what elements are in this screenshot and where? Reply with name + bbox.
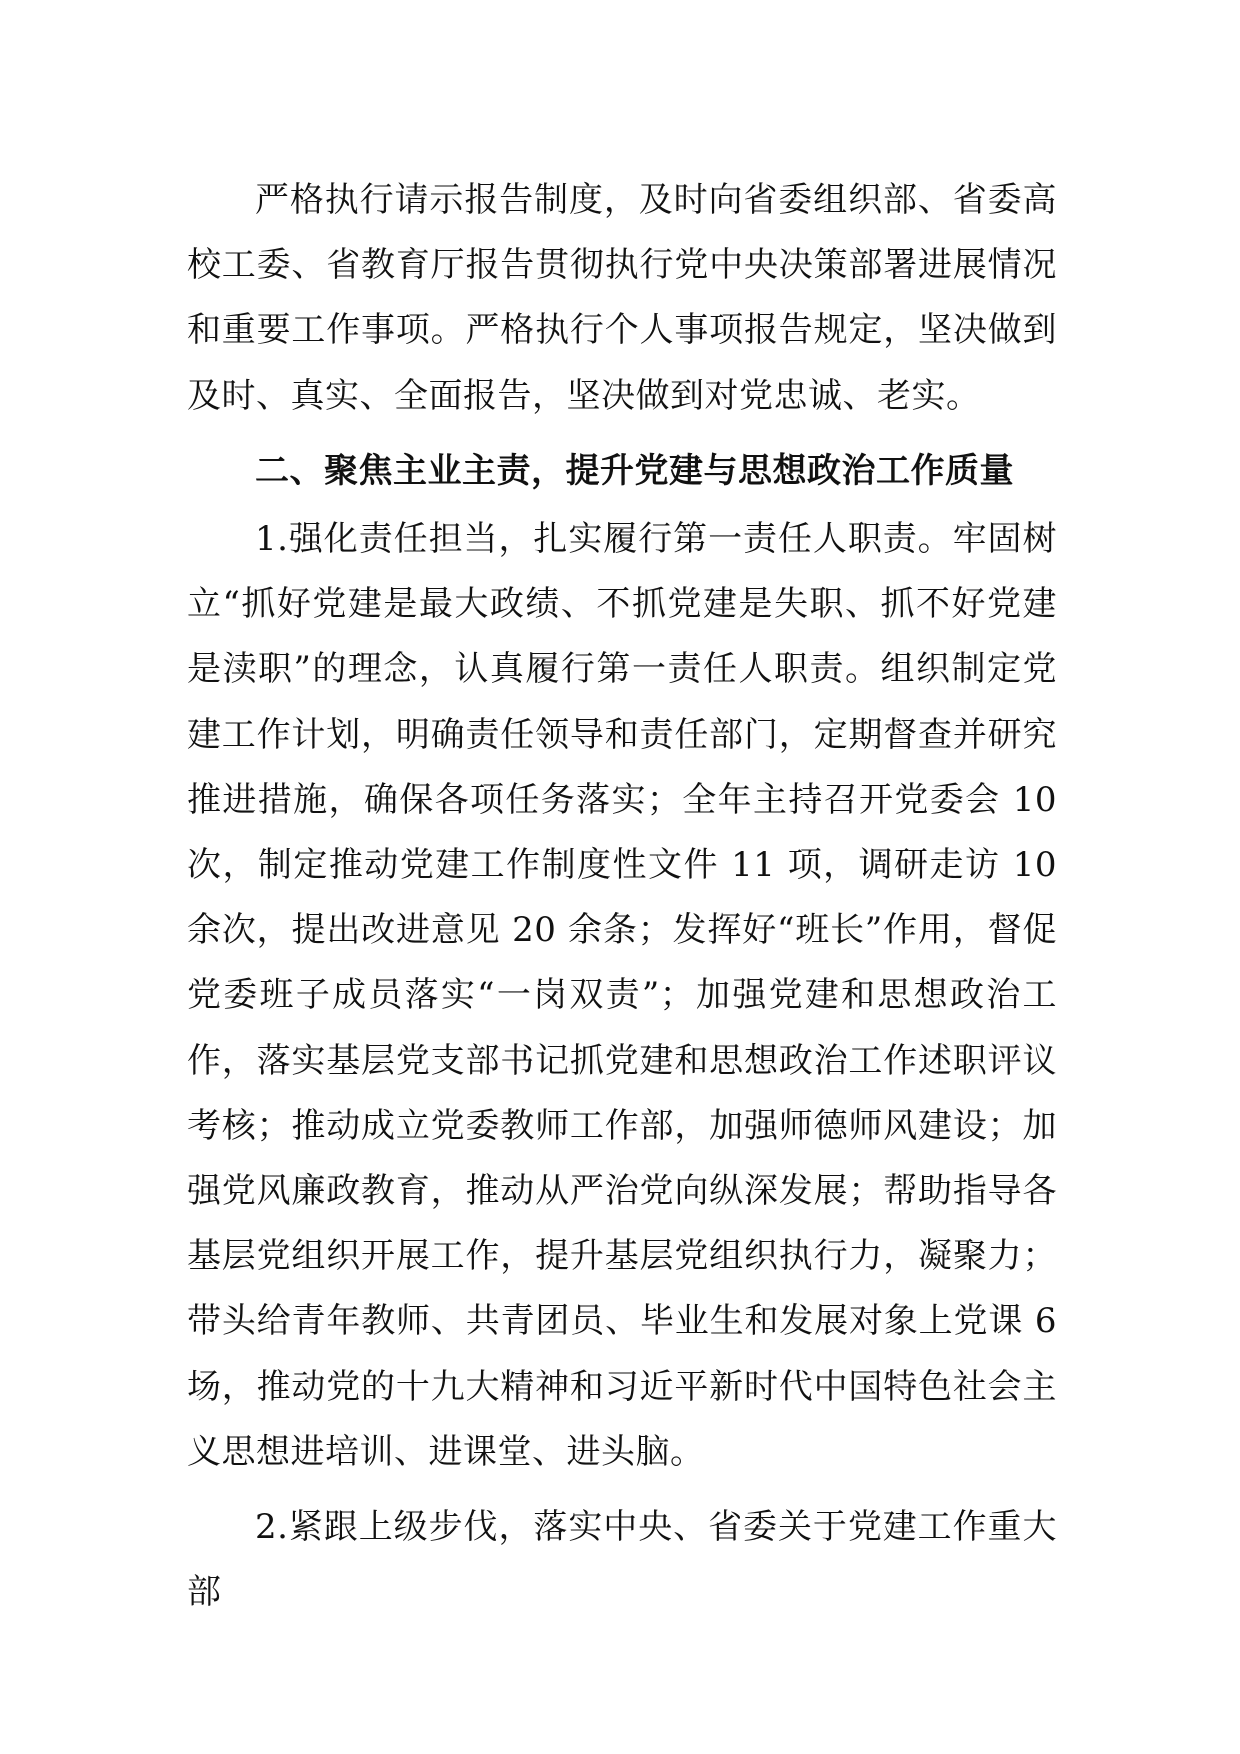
document-body	[187, 168, 1057, 1625]
paragraph-item-two: 2.紧跟上级步伐，落实中央、省委关于党建工作重大部	[187, 1507, 1057, 1613]
paragraph-reporting-system: 严格执行请示报告制度，及时向省委组织部、省委高校工委、省教育厅报告贯彻执行党中央决策部署进展情况和重要工作事项。严格执行个人事项报告规定，坚决做到及时、真实、全面报告，坚决做到对党忠诚、老实。	[187, 180, 1057, 416]
paragraph-item-one: 1.强化责任担当，扎实履行第一责任人职责。牢固树立“抓好党建是最大政绩、不抓党建是失职、抓不好党建是渎职”的理念，认真履行第一责任人职责。组织制定党建工作计划，明确责任领导和责任部门，定期督查并研究推进措施，确保各项任务落实；全年主持召开党委会 10 次，制定推动党建工作制度性文件 11 项，调研走访 10 余次，提出改进意见 20 余条；发挥好“班长”作用，督促党委班子成员落实“一岗双责”；加强党建和思想政治工作，落实基层党支部书记抓党建和思想政治工作述职评议考核；推动成立党委教师工作部，加强师德师风建设；加强党风廉政教育，推动从严治党向纵深发展；帮助指导各基层党组织开展工作，提升基层党组织执行力，凝聚力；带头给青年教师、共青团员、毕业生和发展对象上党课 6 场，推动党的十九大精神和习近平新时代中国特色社会主义思想进培训、进课堂、进头脑。	[187, 519, 1057, 1472]
section-heading-two: 二、聚焦主业主责，提升党建与思想政治工作质量	[255, 450, 1014, 491]
